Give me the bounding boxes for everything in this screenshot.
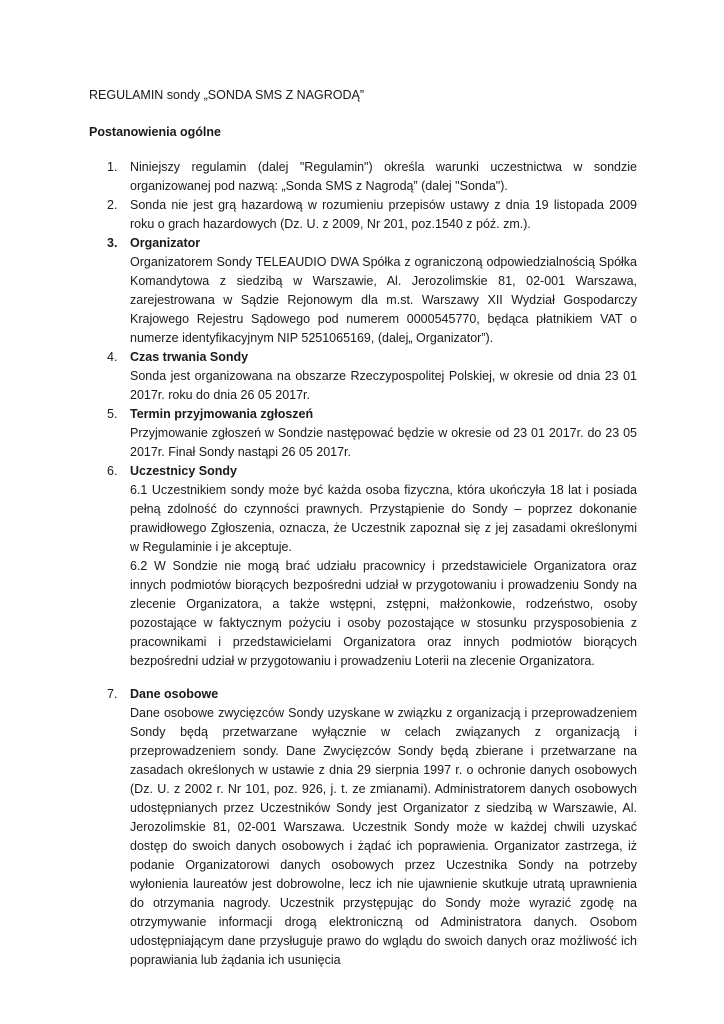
item-title: Czas trwania Sondy [130, 350, 249, 364]
list-item [89, 462, 637, 671]
item-number: 2. [107, 198, 118, 212]
list-item [89, 196, 637, 234]
item-title: Dane osobowe [130, 687, 219, 701]
item-number: 6. [107, 464, 118, 478]
item-number: 1. [107, 160, 118, 174]
list-item [89, 234, 637, 348]
item-number: 4. [107, 350, 118, 364]
item-text: 6.1 Uczestnikiem sondy może być każda osoba fizyczna, która ukończyła 18 lat i posiada pełną zdolność do czynności prawnych. Przystąpienie do Sondy – poprzez dokonanie prawidłowego Zgłoszenia, oznacza, że Uczestnik zapoznał się z jej zasadami określonymi w Regulaminie i je akceptuje. [130, 483, 637, 554]
regulation-list [89, 158, 637, 970]
item-text: Przyjmowanie zgłoszeń w Sondzie następować będzie w okresie od 23 01 2017r. do 23 05 2017r. Finał Sondy nastąpi 26 05 2017r. [130, 426, 637, 459]
item-title: Uczestnicy Sondy [130, 464, 237, 478]
document-title: REGULAMIN sondy „SONDA SMS Z NAGRODĄ” [89, 88, 365, 102]
item-text: Sonda jest organizowana na obszarze Rzeczypospolitej Polskiej, w okresie od dnia 23 01 2017r. roku do dnia 26 05 2017r. [130, 369, 637, 402]
list-item [89, 685, 637, 970]
item-text: Organizatorem Sondy TELEAUDIO DWA Spółka z ograniczoną odpowiedzialnością Spółka Komandytowa z siedzibą w Warszawie, Al. Jerozolimskie 81, 02-001 Warszawa, zarejestrowana w Sądzie Rejonowym dla m.st. Warszawy XII Wydział Gospodarczy Krajowego Rejestru Sądowego pod numerem 0000545770, będąca płatnikiem VAT o numerze identyfikacyjnym NIP 5251065169, (dalej„ Organizator”). [130, 255, 637, 345]
section-heading: Postanowienia ogólne [89, 125, 221, 139]
item-text: Dane osobowe zwycięzców Sondy uzyskane w związku z organizacją i przeprowadzeniem Sondy będą przetwarzane wyłącznie w celach związanych z organizacją i przeprowadzeniem sondy. Dane Zwycięzców Sondy będą zbierane i przetwarzane na zasadach określonych w ustawie z dnia 29 sierpnia 1997 r. o ochronie danych osobowych (Dz. U. z 2002 r. Nr 101, poz. 926, j. t. ze zmianami). Administratorem danych osobowych udostępnianych przez Uczestników Sondy jest Organizator z siedzibą w Warszawie, Al. Jerozolimskie 81, 02-001 Warszawa. Uczestnik Sondy może w każdej chwili uzyskać dostęp do swoich danych osobowych i żądać ich poprawienia. Organizator zastrzega, iż podanie Organizatorowi danych osobowych przez Uczestnika Sondy na potrzeby wyłonienia laureatów jest dobrowolne, lecz ich nie ujawnienie skutkuje utratą uprawnienia do otrzymania nagrody. Uczestnik przystępując do Sondy może wyrazić zgodę na otrzymywanie informacji drogą elektroniczną od Administratora danych. Osobom udostępniającym dane przysługuje prawo do wglądu do swoich danych oraz możliwość ich poprawiania lub żądania ich usunięcia [130, 706, 637, 967]
item-text: Sonda nie jest grą hazardową w rozumieniu przepisów ustawy z dnia 19 listopada 2009 roku o grach hazardowych (Dz. U. z 2009, Nr 201, poz.1540 z póź. zm.). [130, 198, 637, 231]
list-item [89, 158, 637, 196]
spacer [89, 671, 637, 685]
item-number: 7. [107, 687, 118, 701]
item-number: 3. [107, 236, 118, 250]
item-text-secondary: 6.2 W Sondzie nie mogą brać udziału pracownicy i przedstawiciele Organizatora oraz innych podmiotów biorących bezpośredni udział w przygotowaniu i prowadzeniu Sondy na zlecenie Organizatora, a także wstępni, zstępni, małżonkowie, rodzeństwo, osoby pozostające w faktycznym pożyciu i osoby pozostające w stosunku przysposobienia z pracownikami i przedstawicielami Organizatora oraz innych podmiotów biorących bezpośredni udział w przygotowaniu i prowadzeniu Loterii na zlecenie Organizatora. [130, 559, 637, 668]
list-item [89, 405, 637, 462]
item-number: 5. [107, 407, 118, 421]
item-title: Termin przyjmowania zgłoszeń [130, 407, 314, 421]
item-text: Niniejszy regulamin (dalej "Regulamin") określa warunki uczestnictwa w sondzie organizowanej pod nazwą: „Sonda SMS z Nagrodą” (dalej "Sonda"). [130, 160, 637, 193]
document-body [89, 86, 637, 970]
list-item [89, 348, 637, 405]
item-title: Organizator [130, 236, 201, 250]
